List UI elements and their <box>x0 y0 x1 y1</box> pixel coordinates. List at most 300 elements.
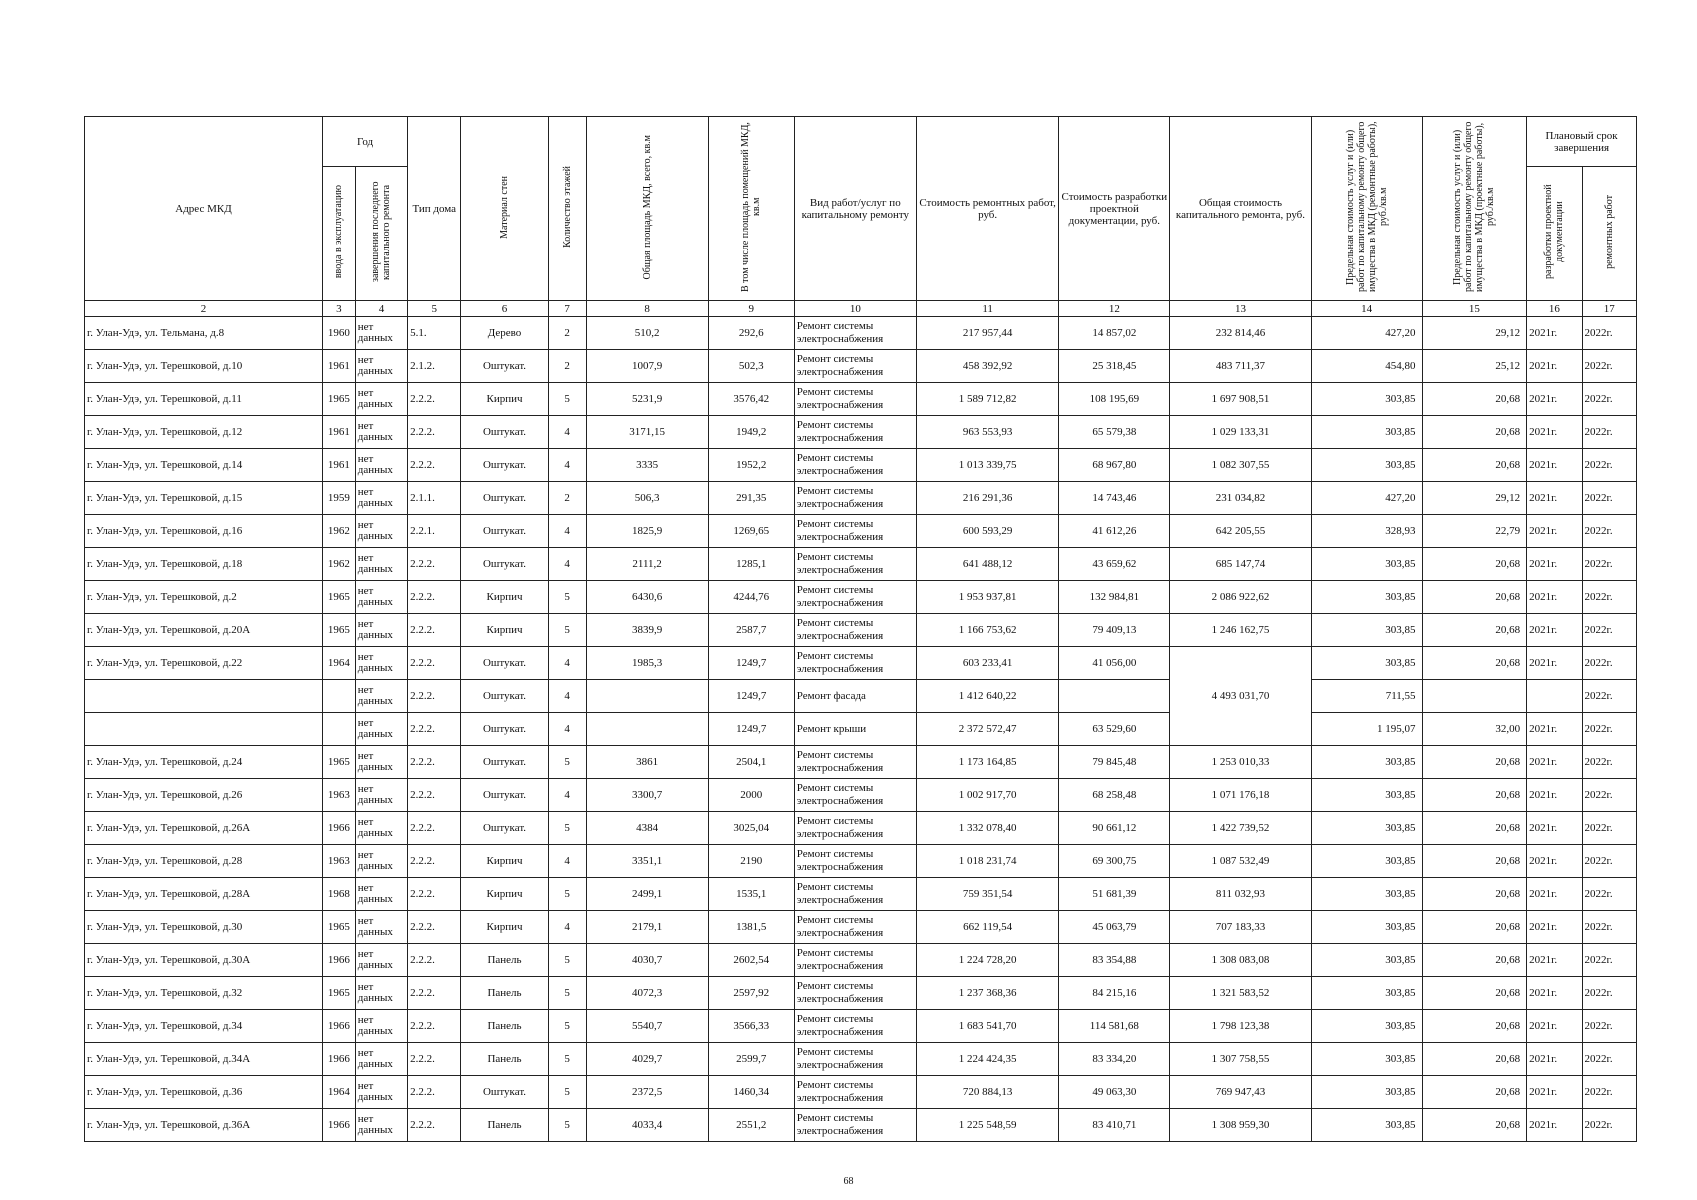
table-row <box>85 680 1637 713</box>
cell-total-cost: 1 246 162,75 <box>1170 614 1312 647</box>
cell-floors: 5 <box>548 977 586 1010</box>
cell-floors: 5 <box>548 746 586 779</box>
cell-design-cost: 45 063,79 <box>1059 911 1170 944</box>
column-number: 17 <box>1582 301 1636 317</box>
cell-repair-cost: 1 237 368,36 <box>916 977 1059 1010</box>
cell-last-repair: нет данных <box>355 845 407 878</box>
cell-wall-material: Оштукат. <box>461 416 548 449</box>
cell-floors: 2 <box>548 482 586 515</box>
cell-deadline-repair: 2022г. <box>1582 1010 1636 1043</box>
cell-total-area: 3351,1 <box>586 845 708 878</box>
cell-limit-design: 20,68 <box>1422 911 1527 944</box>
cell-work-type: Ремонт системы электроснабжения <box>794 350 916 383</box>
cell-design-cost <box>1059 680 1170 713</box>
cell-deadline-repair: 2022г. <box>1582 482 1636 515</box>
cell-premises-area: 3576,42 <box>708 383 794 416</box>
cell-work-type: Ремонт системы электроснабжения <box>794 911 916 944</box>
cell-work-type: Ремонт системы электроснабжения <box>794 779 916 812</box>
cell-work-type: Ремонт фасада <box>794 680 916 713</box>
cell-limit-repair: 303,85 <box>1311 944 1422 977</box>
cell-deadline-design: 2021г. <box>1527 746 1582 779</box>
cell-total-cost: 1 253 010,33 <box>1170 746 1312 779</box>
cell-repair-cost: 603 233,41 <box>916 647 1059 680</box>
cell-floors: 5 <box>548 581 586 614</box>
cell-house-type: 2.2.2. <box>408 383 461 416</box>
cell-total-cost: 1 321 583,52 <box>1170 977 1312 1010</box>
header-floors: Количество этажей <box>548 117 586 301</box>
cell-year-commission: 1964 <box>322 1076 355 1109</box>
cell-deadline-design: 2021г. <box>1527 350 1582 383</box>
table-row <box>85 548 1637 581</box>
cell-wall-material: Кирпич <box>461 614 548 647</box>
cell-deadline-design: 2021г. <box>1527 713 1582 746</box>
header-total-cost: Общая стоимость капитального ремонта, руб. <box>1170 117 1312 301</box>
cell-deadline-design: 2021г. <box>1527 647 1582 680</box>
cell-wall-material: Оштукат. <box>461 680 548 713</box>
cell-floors: 5 <box>548 944 586 977</box>
cell-limit-design: 20,68 <box>1422 1109 1527 1142</box>
cell-deadline-repair: 2022г. <box>1582 416 1636 449</box>
cell-year-commission: 1959 <box>322 482 355 515</box>
cell-deadline-design: 2021г. <box>1527 1076 1582 1109</box>
cell-year-commission: 1966 <box>322 944 355 977</box>
cell-deadline-repair: 2022г. <box>1582 977 1636 1010</box>
cell-repair-cost: 216 291,36 <box>916 482 1059 515</box>
cell-total-area: 3300,7 <box>586 779 708 812</box>
cell-deadline-design: 2021г. <box>1527 317 1582 350</box>
cell-last-repair: нет данных <box>355 581 407 614</box>
cell-total-area: 2499,1 <box>586 878 708 911</box>
cell-deadline-repair: 2022г. <box>1582 449 1636 482</box>
cell-work-type: Ремонт системы электроснабжения <box>794 317 916 350</box>
repair-table <box>84 116 1637 1142</box>
cell-limit-design: 25,12 <box>1422 350 1527 383</box>
cell-work-type: Ремонт системы электроснабжения <box>794 416 916 449</box>
cell-deadline-repair: 2022г. <box>1582 350 1636 383</box>
cell-repair-cost: 1 013 339,75 <box>916 449 1059 482</box>
cell-design-cost: 84 215,16 <box>1059 977 1170 1010</box>
cell-premises-area: 1535,1 <box>708 878 794 911</box>
cell-last-repair: нет данных <box>355 977 407 1010</box>
cell-total-cost: 707 183,33 <box>1170 911 1312 944</box>
cell-house-type: 2.2.2. <box>408 548 461 581</box>
cell-address: г. Улан-Удэ, ул. Терешковой, д.34 <box>85 1010 323 1043</box>
cell-design-cost: 14 743,46 <box>1059 482 1170 515</box>
cell-limit-repair: 303,85 <box>1311 977 1422 1010</box>
column-number: 7 <box>548 301 586 317</box>
cell-premises-area: 292,6 <box>708 317 794 350</box>
cell-deadline-repair: 2022г. <box>1582 548 1636 581</box>
cell-floors: 5 <box>548 878 586 911</box>
cell-deadline-design: 2021г. <box>1527 1109 1582 1142</box>
cell-work-type: Ремонт системы электроснабжения <box>794 1109 916 1142</box>
cell-year-commission: 1965 <box>322 911 355 944</box>
cell-total-area <box>586 713 708 746</box>
cell-deadline-design: 2021г. <box>1527 1010 1582 1043</box>
column-number: 3 <box>322 301 355 317</box>
cell-limit-repair: 303,85 <box>1311 845 1422 878</box>
cell-floors: 4 <box>548 515 586 548</box>
cell-address: г. Улан-Удэ, ул. Терешковой, д.10 <box>85 350 323 383</box>
cell-wall-material: Кирпич <box>461 845 548 878</box>
cell-premises-area: 291,35 <box>708 482 794 515</box>
cell-wall-material: Оштукат. <box>461 746 548 779</box>
cell-total-cost: 1 422 739,52 <box>1170 812 1312 845</box>
cell-deadline-design <box>1527 680 1582 713</box>
cell-year-commission: 1966 <box>322 812 355 845</box>
cell-total-area: 5231,9 <box>586 383 708 416</box>
cell-total-area: 4072,3 <box>586 977 708 1010</box>
cell-repair-cost: 641 488,12 <box>916 548 1059 581</box>
table-row <box>85 581 1637 614</box>
cell-limit-design: 32,00 <box>1422 713 1527 746</box>
cell-limit-repair: 303,85 <box>1311 416 1422 449</box>
cell-address: г. Улан-Удэ, ул. Терешковой, д.22 <box>85 647 323 680</box>
cell-design-cost: 41 056,00 <box>1059 647 1170 680</box>
cell-repair-cost: 458 392,92 <box>916 350 1059 383</box>
cell-repair-cost: 1 589 712,82 <box>916 383 1059 416</box>
cell-premises-area: 1269,65 <box>708 515 794 548</box>
cell-deadline-repair: 2022г. <box>1582 845 1636 878</box>
header-work-type: Вид работ/услуг по капитальному ремонту <box>794 117 916 301</box>
cell-address: г. Улан-Удэ, ул. Терешковой, д.20А <box>85 614 323 647</box>
cell-limit-repair: 328,93 <box>1311 515 1422 548</box>
table-row <box>85 812 1637 845</box>
cell-deadline-repair: 2022г. <box>1582 614 1636 647</box>
cell-total-area: 3861 <box>586 746 708 779</box>
cell-deadline-design: 2021г. <box>1527 548 1582 581</box>
column-number: 12 <box>1059 301 1170 317</box>
cell-deadline-repair: 2022г. <box>1582 779 1636 812</box>
cell-design-cost: 68 258,48 <box>1059 779 1170 812</box>
header-year-commission: ввода в эксплуатацию <box>322 167 355 301</box>
cell-total-cost: 811 032,93 <box>1170 878 1312 911</box>
cell-limit-design: 20,68 <box>1422 1076 1527 1109</box>
cell-last-repair: нет данных <box>355 614 407 647</box>
cell-wall-material: Оштукат. <box>461 812 548 845</box>
cell-repair-cost: 720 884,13 <box>916 1076 1059 1109</box>
cell-repair-cost: 1 953 937,81 <box>916 581 1059 614</box>
cell-house-type: 5.1. <box>408 317 461 350</box>
header-limit-repair: Предельная стоимость услуг и (или) работ по капитальному ремонту общего имущества в МКД (ремонтные работы), руб./кв.м <box>1311 117 1422 301</box>
cell-limit-repair: 303,85 <box>1311 1109 1422 1142</box>
cell-design-cost: 90 661,12 <box>1059 812 1170 845</box>
cell-last-repair: нет данных <box>355 350 407 383</box>
cell-year-commission: 1961 <box>322 350 355 383</box>
cell-limit-design: 20,68 <box>1422 416 1527 449</box>
cell-limit-repair: 303,85 <box>1311 746 1422 779</box>
cell-design-cost: 83 334,20 <box>1059 1043 1170 1076</box>
cell-limit-repair: 303,85 <box>1311 647 1422 680</box>
cell-limit-design: 20,68 <box>1422 647 1527 680</box>
cell-wall-material: Оштукат. <box>461 482 548 515</box>
cell-deadline-design: 2021г. <box>1527 614 1582 647</box>
cell-total-area: 4033,4 <box>586 1109 708 1142</box>
column-number: 14 <box>1311 301 1422 317</box>
cell-last-repair: нет данных <box>355 647 407 680</box>
cell-address: г. Улан-Удэ, ул. Тельмана, д.8 <box>85 317 323 350</box>
cell-year-commission: 1960 <box>322 317 355 350</box>
cell-limit-repair: 303,85 <box>1311 1010 1422 1043</box>
cell-total-area <box>586 680 708 713</box>
table-row <box>85 1076 1637 1109</box>
header-year-last-repair: завершения последнего капитального ремонта <box>355 167 407 301</box>
cell-wall-material: Оштукат. <box>461 1076 548 1109</box>
cell-design-cost: 83 410,71 <box>1059 1109 1170 1142</box>
cell-work-type: Ремонт системы электроснабжения <box>794 878 916 911</box>
column-number: 10 <box>794 301 916 317</box>
cell-wall-material: Оштукат. <box>461 713 548 746</box>
cell-limit-repair: 303,85 <box>1311 581 1422 614</box>
table-row <box>85 1010 1637 1043</box>
cell-total-cost: 1 029 133,31 <box>1170 416 1312 449</box>
cell-last-repair: нет данных <box>355 779 407 812</box>
cell-total-area: 6430,6 <box>586 581 708 614</box>
cell-address: г. Улан-Удэ, ул. Терешковой, д.36А <box>85 1109 323 1142</box>
table-row <box>85 911 1637 944</box>
cell-premises-area: 2599,7 <box>708 1043 794 1076</box>
cell-wall-material: Оштукат. <box>461 449 548 482</box>
cell-last-repair: нет данных <box>355 713 407 746</box>
cell-floors: 5 <box>548 614 586 647</box>
cell-total-cost: 1 307 758,55 <box>1170 1043 1312 1076</box>
cell-total-area: 4030,7 <box>586 944 708 977</box>
page-number: 68 <box>843 1176 854 1187</box>
cell-total-cost: 1 308 083,08 <box>1170 944 1312 977</box>
document-sheet <box>84 116 1637 1142</box>
cell-limit-design: 20,68 <box>1422 812 1527 845</box>
cell-floors: 4 <box>548 647 586 680</box>
cell-limit-design: 20,68 <box>1422 845 1527 878</box>
cell-deadline-design: 2021г. <box>1527 911 1582 944</box>
cell-address: г. Улан-Удэ, ул. Терешковой, д.32 <box>85 977 323 1010</box>
cell-design-cost: 68 967,80 <box>1059 449 1170 482</box>
cell-design-cost: 79 409,13 <box>1059 614 1170 647</box>
cell-repair-cost: 759 351,54 <box>916 878 1059 911</box>
cell-limit-repair: 711,55 <box>1311 680 1422 713</box>
cell-repair-cost: 662 119,54 <box>916 911 1059 944</box>
cell-wall-material: Кирпич <box>461 383 548 416</box>
cell-design-cost: 108 195,69 <box>1059 383 1170 416</box>
cell-wall-material: Оштукат. <box>461 350 548 383</box>
cell-premises-area: 2597,92 <box>708 977 794 1010</box>
header-wall-material: Материал стен <box>461 117 548 301</box>
cell-work-type: Ремонт системы электроснабжения <box>794 548 916 581</box>
cell-deadline-design: 2021г. <box>1527 845 1582 878</box>
cell-premises-area: 1460,34 <box>708 1076 794 1109</box>
cell-last-repair: нет данных <box>355 911 407 944</box>
cell-deadline-repair: 2022г. <box>1582 680 1636 713</box>
cell-year-commission: 1963 <box>322 779 355 812</box>
cell-address: г. Улан-Удэ, ул. Терешковой, д.2 <box>85 581 323 614</box>
cell-year-commission: 1966 <box>322 1109 355 1142</box>
cell-house-type: 2.2.1. <box>408 515 461 548</box>
cell-premises-area: 3566,33 <box>708 1010 794 1043</box>
cell-limit-repair: 303,85 <box>1311 911 1422 944</box>
cell-house-type: 2.2.2. <box>408 911 461 944</box>
cell-premises-area: 2587,7 <box>708 614 794 647</box>
cell-premises-area: 1952,2 <box>708 449 794 482</box>
cell-deadline-repair: 2022г. <box>1582 1043 1636 1076</box>
cell-wall-material: Панель <box>461 1109 548 1142</box>
cell-year-commission: 1965 <box>322 614 355 647</box>
cell-house-type: 2.2.2. <box>408 977 461 1010</box>
cell-house-type: 2.2.2. <box>408 878 461 911</box>
table-row <box>85 713 1637 746</box>
cell-limit-repair: 427,20 <box>1311 317 1422 350</box>
cell-year-commission: 1965 <box>322 581 355 614</box>
cell-repair-cost: 1 683 541,70 <box>916 1010 1059 1043</box>
cell-floors: 4 <box>548 680 586 713</box>
cell-limit-repair: 303,85 <box>1311 614 1422 647</box>
cell-wall-material: Панель <box>461 944 548 977</box>
cell-house-type: 2.2.2. <box>408 416 461 449</box>
header-repair-cost: Стоимость ремонтных работ, руб. <box>916 117 1059 301</box>
cell-floors: 2 <box>548 350 586 383</box>
cell-floors: 5 <box>548 1043 586 1076</box>
table-row <box>85 515 1637 548</box>
cell-house-type: 2.2.2. <box>408 647 461 680</box>
cell-wall-material: Панель <box>461 977 548 1010</box>
cell-last-repair: нет данных <box>355 1043 407 1076</box>
cell-repair-cost: 1 018 231,74 <box>916 845 1059 878</box>
cell-total-cost: 1 087 532,49 <box>1170 845 1312 878</box>
cell-premises-area: 1949,2 <box>708 416 794 449</box>
cell-year-commission: 1966 <box>322 1010 355 1043</box>
column-number: 16 <box>1527 301 1582 317</box>
cell-limit-design: 20,68 <box>1422 944 1527 977</box>
cell-limit-repair: 303,85 <box>1311 548 1422 581</box>
cell-work-type: Ремонт крыши <box>794 713 916 746</box>
cell-total-area: 3839,9 <box>586 614 708 647</box>
cell-limit-repair: 427,20 <box>1311 482 1422 515</box>
cell-repair-cost: 2 372 572,47 <box>916 713 1059 746</box>
cell-deadline-design: 2021г. <box>1527 515 1582 548</box>
cell-wall-material: Оштукат. <box>461 515 548 548</box>
cell-last-repair: нет данных <box>355 383 407 416</box>
cell-deadline-repair: 2022г. <box>1582 713 1636 746</box>
cell-premises-area: 1249,7 <box>708 713 794 746</box>
cell-address: г. Улан-Удэ, ул. Терешковой, д.15 <box>85 482 323 515</box>
table-row <box>85 845 1637 878</box>
cell-address: г. Улан-Удэ, ул. Терешковой, д.28 <box>85 845 323 878</box>
header-year: Год <box>322 117 407 167</box>
cell-house-type: 2.2.2. <box>408 581 461 614</box>
cell-repair-cost: 1 173 164,85 <box>916 746 1059 779</box>
cell-limit-repair: 303,85 <box>1311 449 1422 482</box>
cell-address: г. Улан-Удэ, ул. Терешковой, д.11 <box>85 383 323 416</box>
table-row <box>85 482 1637 515</box>
cell-repair-cost: 1 224 728,20 <box>916 944 1059 977</box>
cell-last-repair: нет данных <box>355 680 407 713</box>
header-deadline: Плановый срок завершения <box>1527 117 1637 167</box>
table-row <box>85 746 1637 779</box>
cell-total-area: 2179,1 <box>586 911 708 944</box>
table-row <box>85 416 1637 449</box>
cell-floors: 5 <box>548 1109 586 1142</box>
table-row <box>85 1043 1637 1076</box>
cell-limit-repair: 303,85 <box>1311 779 1422 812</box>
cell-wall-material: Дерево <box>461 317 548 350</box>
cell-premises-area: 2190 <box>708 845 794 878</box>
cell-repair-cost: 1 225 548,59 <box>916 1109 1059 1142</box>
cell-house-type: 2.2.2. <box>408 746 461 779</box>
cell-total-area: 3171,15 <box>586 416 708 449</box>
cell-total-area: 510,2 <box>586 317 708 350</box>
cell-address: г. Улан-Удэ, ул. Терешковой, д.26А <box>85 812 323 845</box>
cell-repair-cost: 1 332 078,40 <box>916 812 1059 845</box>
cell-design-cost: 69 300,75 <box>1059 845 1170 878</box>
cell-limit-repair: 303,85 <box>1311 812 1422 845</box>
cell-house-type: 2.2.2. <box>408 812 461 845</box>
column-number: 8 <box>586 301 708 317</box>
cell-last-repair: нет данных <box>355 416 407 449</box>
cell-house-type: 2.1.1. <box>408 482 461 515</box>
cell-total-cost: 232 814,46 <box>1170 317 1312 350</box>
cell-house-type: 2.2.2. <box>408 845 461 878</box>
cell-premises-area: 3025,04 <box>708 812 794 845</box>
cell-repair-cost: 963 553,93 <box>916 416 1059 449</box>
header-premises-area: В том числе площадь помещений МКД, кв.м <box>708 117 794 301</box>
cell-limit-design: 20,68 <box>1422 614 1527 647</box>
cell-house-type: 2.2.2. <box>408 944 461 977</box>
cell-house-type: 2.2.2. <box>408 1109 461 1142</box>
cell-year-commission: 1963 <box>322 845 355 878</box>
table-row <box>85 449 1637 482</box>
cell-total-cost: 1 082 307,55 <box>1170 449 1312 482</box>
cell-total-area: 4384 <box>586 812 708 845</box>
cell-address: г. Улан-Удэ, ул. Терешковой, д.14 <box>85 449 323 482</box>
header-address: Адрес МКД <box>85 117 323 301</box>
cell-floors: 2 <box>548 317 586 350</box>
cell-house-type: 2.2.2. <box>408 1043 461 1076</box>
cell-limit-repair: 303,85 <box>1311 878 1422 911</box>
cell-address: г. Улан-Удэ, ул. Терешковой, д.36 <box>85 1076 323 1109</box>
cell-limit-design: 20,68 <box>1422 581 1527 614</box>
cell-design-cost: 43 659,62 <box>1059 548 1170 581</box>
table-body <box>85 317 1637 1142</box>
cell-premises-area: 502,3 <box>708 350 794 383</box>
cell-last-repair: нет данных <box>355 1076 407 1109</box>
table-row <box>85 350 1637 383</box>
cell-work-type: Ремонт системы электроснабжения <box>794 449 916 482</box>
cell-total-area: 2111,2 <box>586 548 708 581</box>
cell-limit-design: 20,68 <box>1422 548 1527 581</box>
cell-year-commission: 1962 <box>322 515 355 548</box>
cell-wall-material: Панель <box>461 1043 548 1076</box>
cell-limit-design: 29,12 <box>1422 482 1527 515</box>
column-number: 13 <box>1170 301 1312 317</box>
cell-address: г. Улан-Удэ, ул. Терешковой, д.26 <box>85 779 323 812</box>
cell-work-type: Ремонт системы электроснабжения <box>794 383 916 416</box>
cell-address: г. Улан-Удэ, ул. Терешковой, д.16 <box>85 515 323 548</box>
cell-limit-design: 20,68 <box>1422 746 1527 779</box>
cell-premises-area: 2000 <box>708 779 794 812</box>
cell-deadline-design: 2021г. <box>1527 449 1582 482</box>
cell-repair-cost: 217 957,44 <box>916 317 1059 350</box>
cell-design-cost: 63 529,60 <box>1059 713 1170 746</box>
cell-total-cost: 483 711,37 <box>1170 350 1312 383</box>
cell-address: г. Улан-Удэ, ул. Терешковой, д.34А <box>85 1043 323 1076</box>
cell-floors: 4 <box>548 779 586 812</box>
column-number-row <box>85 301 1637 317</box>
cell-premises-area: 1249,7 <box>708 680 794 713</box>
cell-work-type: Ремонт системы электроснабжения <box>794 845 916 878</box>
cell-last-repair: нет данных <box>355 317 407 350</box>
cell-total-cost: 4 493 031,70 <box>1170 647 1312 746</box>
cell-design-cost: 79 845,48 <box>1059 746 1170 779</box>
cell-total-cost: 642 205,55 <box>1170 515 1312 548</box>
